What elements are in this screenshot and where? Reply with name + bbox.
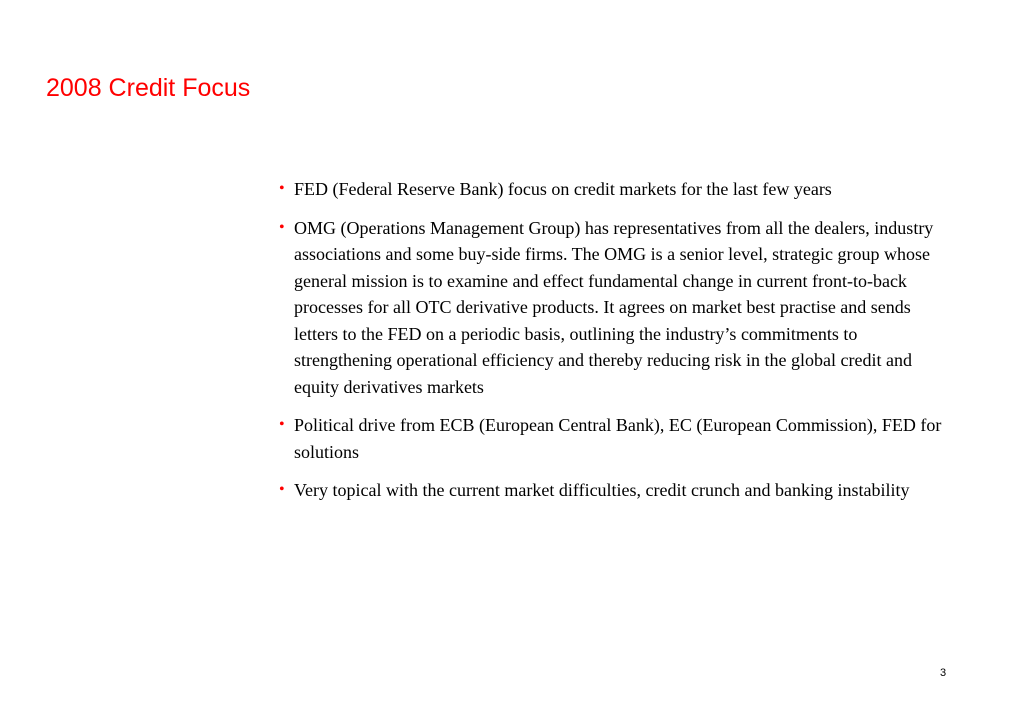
bullet-dot-icon: • [279, 416, 285, 433]
bullet-text: OMG (Operations Management Group) has representatives from all the dealers, industry associations and some buy-side firms. The OMG is a senior level, strategic group whose general mission is to examine and effect fundamental change in current front-to-back processes for all OTC derivative products. It agrees on market best practise and sends letters to the FED on a periodic basis, outlining the industry’s commitments to strengthening operational efficiency and thereby reducing risk in the global credit and equity derivatives markets [294, 217, 934, 397]
bullet-text: Political drive from ECB (European Central Bank), EC (European Commission), FED for solutions [294, 415, 942, 462]
slide-title: 2008 Credit Focus [46, 74, 251, 102]
bullet-item [279, 412, 951, 465]
bullet-text: Very topical with the current market difficulties, credit crunch and banking instability [294, 480, 910, 500]
bullet-text: FED (Federal Reserve Bank) focus on credit markets for the last few years [294, 179, 832, 199]
bullet-dot-icon: • [279, 180, 285, 197]
bullet-item [279, 477, 951, 504]
bullet-item [279, 215, 951, 401]
bullet-dot-icon: • [279, 481, 285, 498]
page-number: 3 [940, 667, 947, 679]
bullet-dot-icon: • [279, 218, 285, 236]
bullet-item [279, 176, 951, 203]
bullet-list [279, 176, 951, 516]
